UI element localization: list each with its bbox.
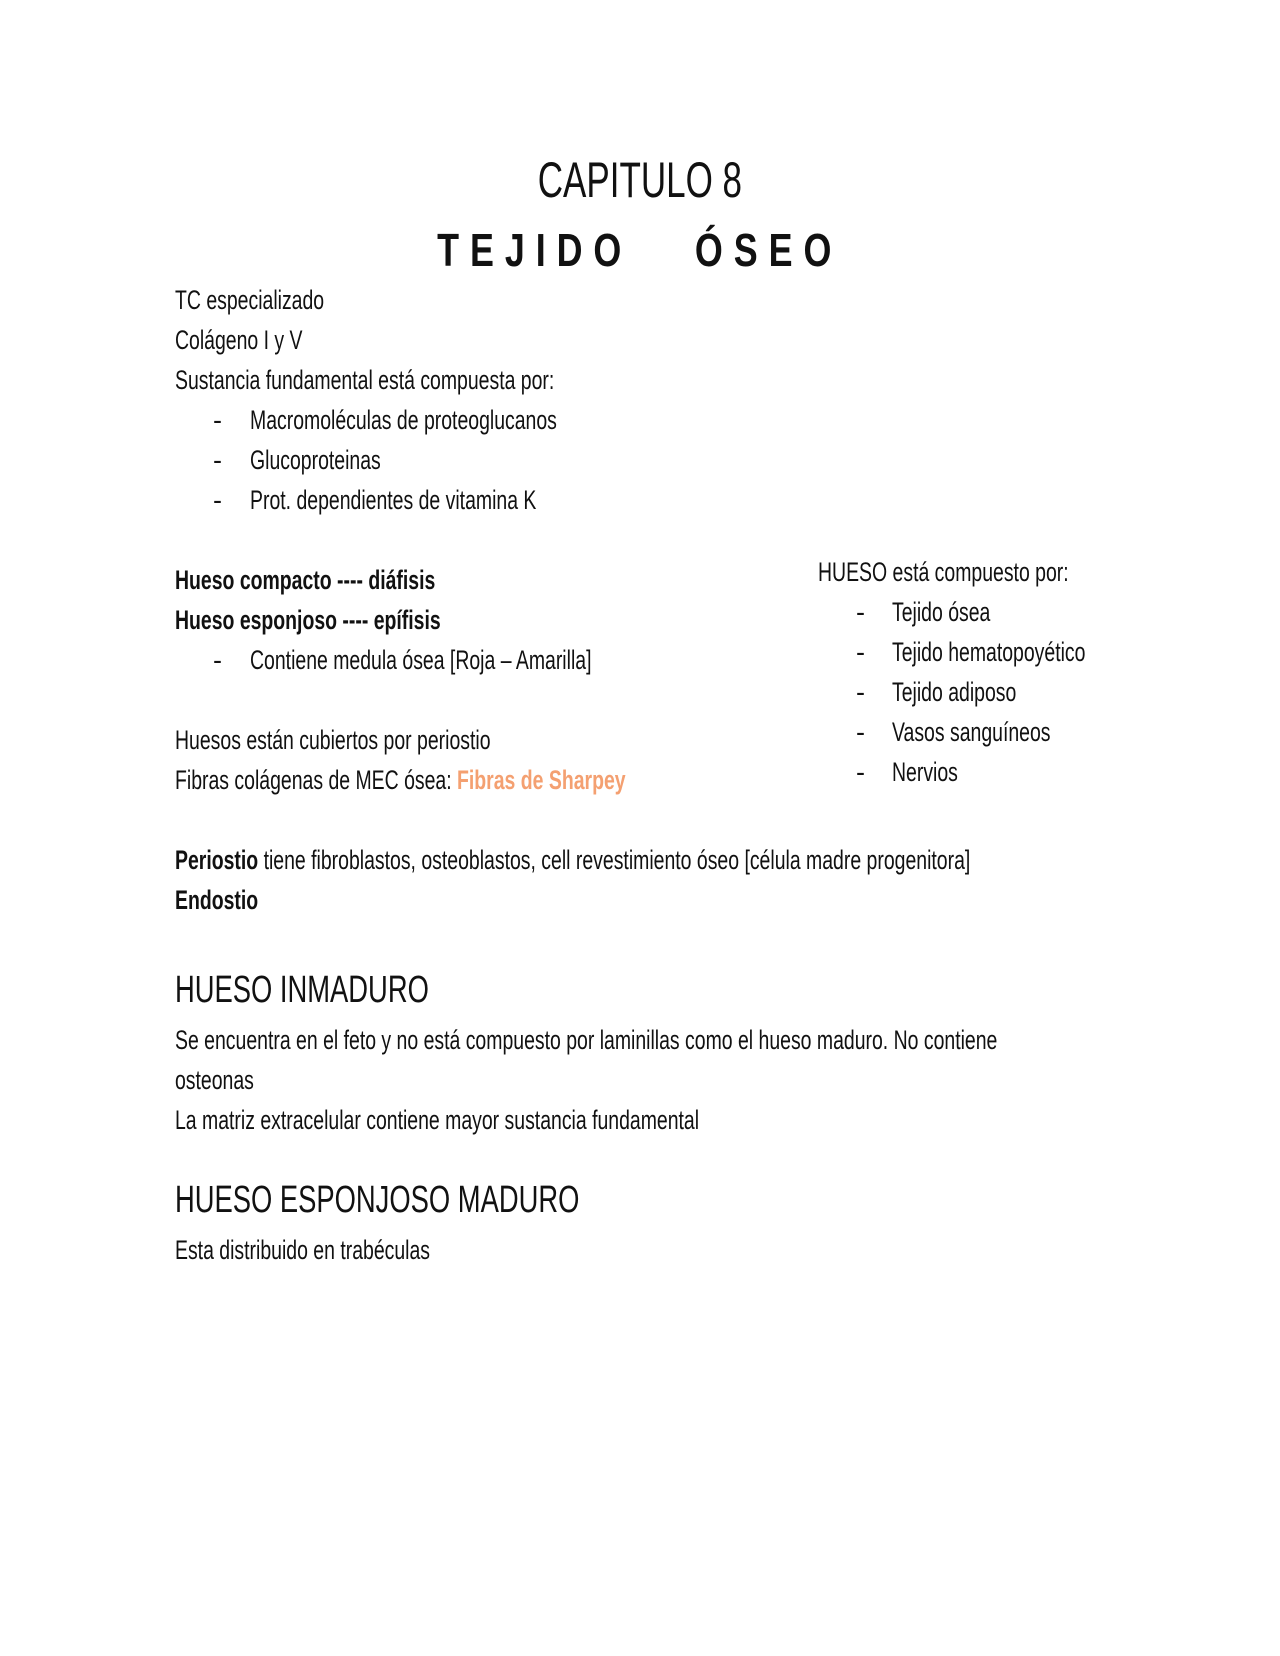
- list-item: Macromoléculas de proteoglucanos: [250, 405, 557, 435]
- section-title: HUESO INMADURO: [175, 969, 429, 1011]
- intro-line: Sustancia fundamental está compuesta por:: [175, 365, 555, 395]
- page-title: TEJIDO ÓSEO: [437, 224, 843, 276]
- dash-bullet: -: [213, 405, 222, 435]
- paragraph-line: Se encuentra en el feto y no está compuesto por laminillas como el hueso maduro. No contiene: [175, 1025, 998, 1055]
- endostio-line: Endostio: [175, 885, 259, 915]
- spongy-bone-line: Hueso esponjoso ---- epífisis: [175, 605, 441, 635]
- list-item: Tejido adiposo: [892, 677, 1017, 707]
- list-item: Vasos sanguíneos: [892, 717, 1051, 747]
- periostio-line: Periostio tiene fibroblastos, osteoblastos, cell revestimiento óseo [célula madre progenitora]: [175, 845, 971, 875]
- sharpey-line: Fibras colágenas de MEC ósea: Fibras de Sharpey: [175, 765, 626, 795]
- dash-bullet: -: [213, 485, 222, 515]
- list-item: Contiene medula ósea [Roja – Amarilla]: [250, 645, 592, 675]
- intro-line: TC especializado: [175, 285, 325, 315]
- chapter-label: CAPITULO 8: [537, 152, 743, 208]
- dash-bullet: -: [213, 645, 222, 675]
- paragraph-line: La matriz extracelular contiene mayor sustancia fundamental: [175, 1105, 700, 1135]
- list-item: Nervios: [892, 757, 958, 787]
- sharpey-highlight: Fibras de Sharpey: [457, 765, 626, 795]
- dash-bullet: -: [213, 445, 222, 475]
- paragraph-line: osteonas: [175, 1065, 254, 1095]
- periostio-term: Periostio: [175, 845, 259, 875]
- dash-bullet: -: [856, 757, 865, 787]
- periosteum-cover-line: Huesos están cubiertos por periostio: [175, 725, 491, 755]
- section-title: HUESO ESPONJOSO MADURO: [175, 1179, 580, 1221]
- paragraph-line: Esta distribuido en trabéculas: [175, 1235, 431, 1265]
- dash-bullet: -: [856, 677, 865, 707]
- compact-bone-line: Hueso compacto ---- diáfisis: [175, 565, 436, 595]
- dash-bullet: -: [856, 597, 865, 627]
- intro-line: Colágeno I y V: [175, 325, 303, 355]
- composition-heading: HUESO está compuesto por:: [818, 557, 1069, 587]
- list-item: Tejido ósea: [892, 597, 991, 627]
- list-item: Prot. dependientes de vitamina K: [250, 485, 537, 515]
- dash-bullet: -: [856, 717, 865, 747]
- list-item: Glucoproteinas: [250, 445, 381, 475]
- dash-bullet: -: [856, 637, 865, 667]
- list-item: Tejido hematopoyético: [892, 637, 1086, 667]
